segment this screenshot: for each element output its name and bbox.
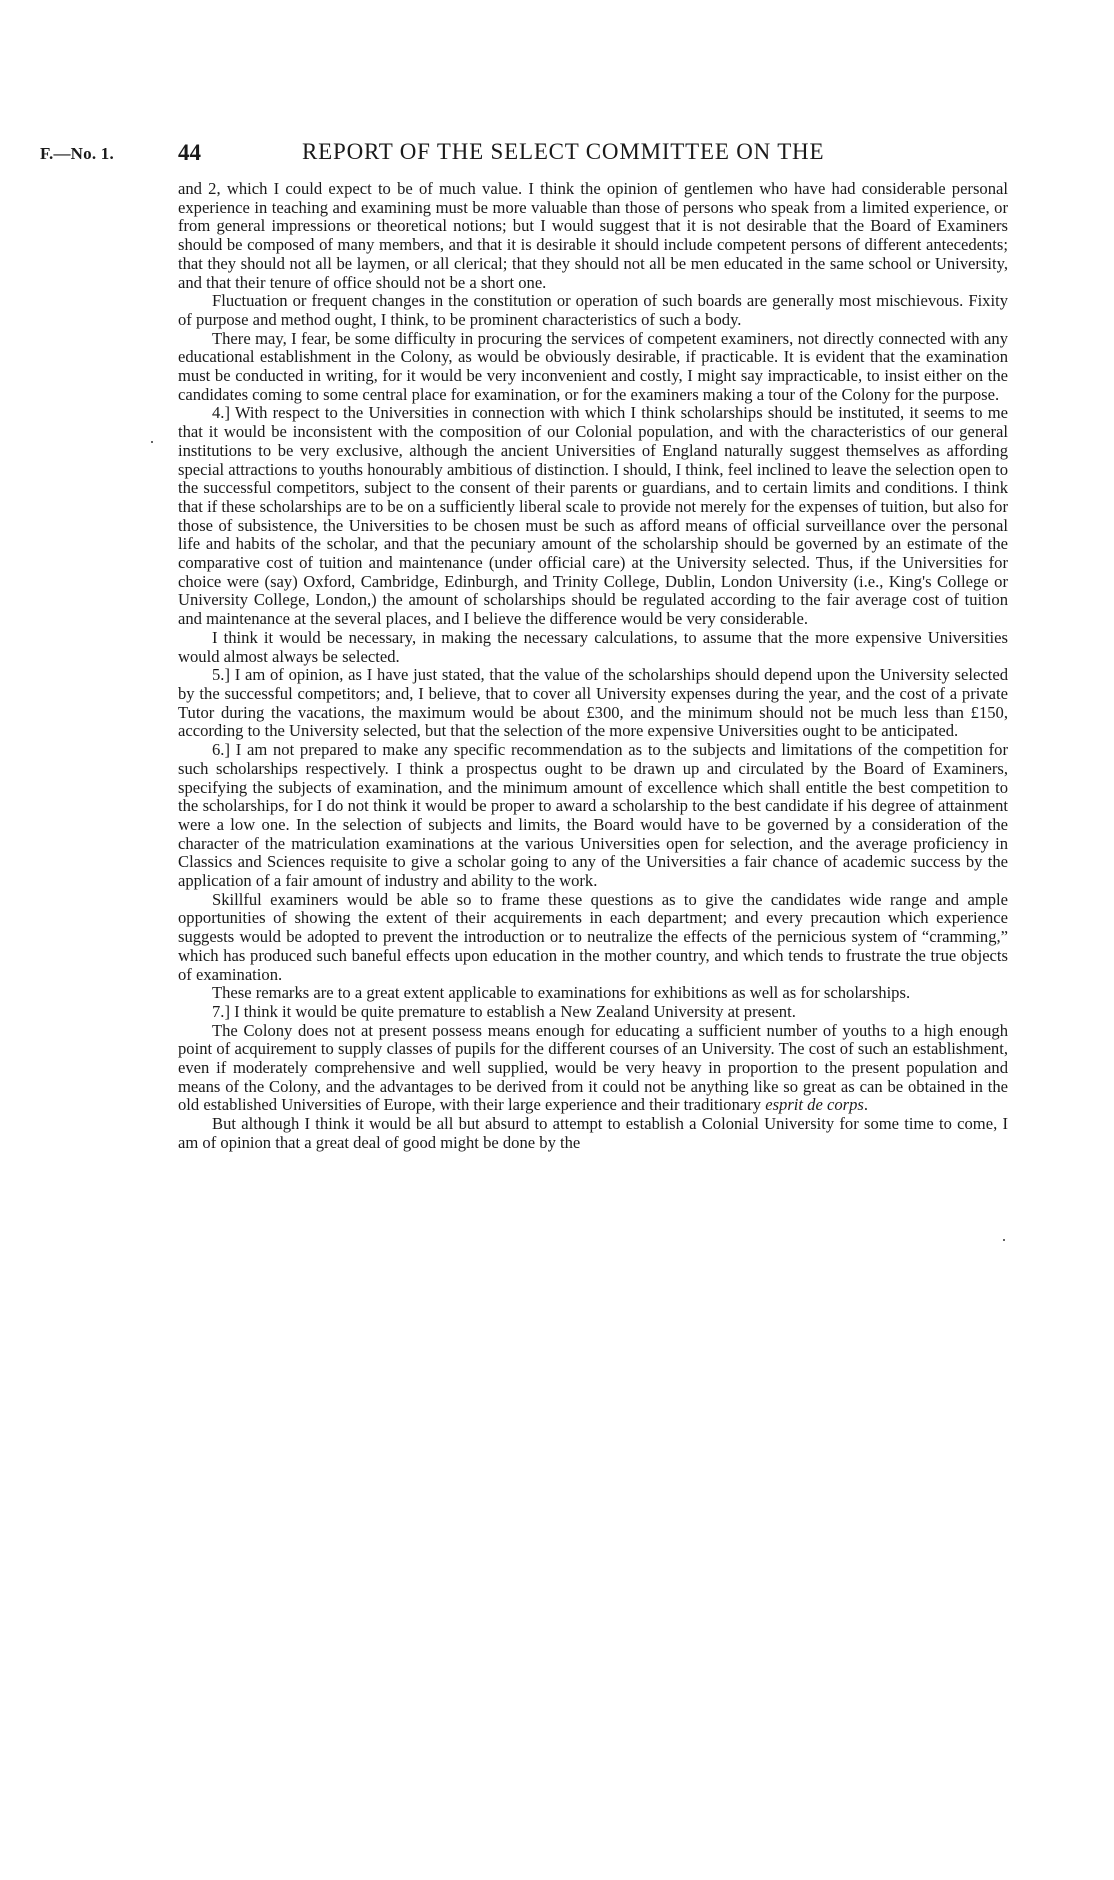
page-header: [40, 139, 1050, 174]
report-body: [178, 180, 1008, 1153]
paragraph-2: Fluctuation or frequent changes in the constitution or operation of such boards are generally most mischievous. Fixity of purpose and method ought, I think, to be prominent characteristics of such a body.: [178, 291, 1008, 329]
paragraph-10: 7.] I think it would be quite premature to establish a New Zealand University at present.: [212, 1001, 796, 1021]
paragraph-3: There may, I fear, be some difficulty in procuring the services of competent examiners, not directly connected with any educational establishment in the Colony, as would be obviously desirable, if practicable. It is evident that the examination must be conducted in writing, for it would be very inconvenient and costly, I might say impracticable, to insist either on the candidates coming to some central place for examination, or for the examiners making a tour of the Colony for the purpose.: [178, 328, 1008, 404]
paragraph-7: 6.] I am not prepared to make any specific recommendation as to the subjects and limitations of the competition for such scholarships respectively. I think a prospectus ought to be drawn up and circulated by the Board of Examiners, specifying the subjects of examination, and the minimum amount of excellence which shall entitle the best competition to the scholarships, for I do not think it would be proper to award a scholarship to the best candidate if his degree of attainment were a low one. In the selection of subjects and limits, the Board would have to be governed by a consideration of the character of the matriculation examinations at the various Universities open for selection, and the average proficiency in Classics and Sciences requisite to give a scholar going to any of the Universities a fair chance of academic success by the application of a fair amount of industry and ability to the work.: [178, 740, 1008, 891]
paragraph-11: [178, 1022, 1008, 1116]
paragraph-1: and 2, which I could expect to be of much value. I think the opinion of gentlemen who have had considerable personal experience in teaching and examining must be more valuable than those of persons who speak from a limited experience, or from general impressions or theoretical notions; but I would suggest that it is not desirable that the Board of Examiners should be composed of many members, and that it is desirable it should include competent persons of different antecedents; that they should not all be laymen, or all clerical; that they should not all be men educated in the same school or University, and that their tenure of office should not be a short one.: [178, 179, 1008, 292]
document-reference: F.—No. 1.: [40, 144, 114, 163]
running-title: REPORT OF THE SELECT COMMITTEE ON THE: [302, 139, 825, 164]
paragraph-9: These remarks are to a great extent applicable to examinations for exhibitions as well as for scholarships.: [212, 983, 911, 1003]
paragraph-6: 5.] I am of opinion, as I have just stated, that the value of the scholarships should depend upon the University selected by the successful competitors; and, I believe, that to cover all University expenses during the year, and the cost of a private Tutor during the vacations, the maximum would be about £300, and the minimum should not be much less than £150, according to the University selected, but that the selection of the more expensive Universities ought to be anticipated.: [178, 665, 1008, 741]
paragraph-8: Skillful examiners would be able so to frame these questions as to give the candidates wide range and ample opportunities of showing the extent of their acquirements in each department; and every precaution which experience suggests would be adopted to prevent the introduction or to neutralize the effects of the pernicious system of “cramming,” which has produced such baneful effects upon education in the mother country, and which tends to frustrate the true objects of examination.: [178, 889, 1008, 984]
paragraph-4: 4.] With respect to the Universities in connection with which I think scholarships should be instituted, it seems to me that it would be inconsistent with the composition of our Colonial population, and with the characteristics of our general institutions to be very exclusive, although the ancient Universities of England naturally suggest themselves as affording special attractions to youths honourably ambitious of distinction. I should, I think, feel inclined to leave the selection open to the successful competitors, subject to the consent of their parents or guardians, and to certain limits and conditions. I think that if these scholarships are to be on a sufficiently liberal scale to provide not merely for the expenses of tuition, but also for those of subsistence, the Universities to be chosen must be such as afford means of official surveillance over the personal life and habits of the scholar, and that the pecuniary amount of the scholarship should be governed by an estimate of the comparative cost of tuition and maintenance (under official care) at the University selected. Thus, if the Universities for choice were (say) Oxford, Cambridge, Edinburgh, and Trinity College, Dublin, London University (i.e., King's College or University College, London,) the amount of scholarships should be regulated according to the fair average cost of tuition and maintenance at the several places, and I believe the difference would be very considerable.: [178, 403, 1008, 629]
italic-phrase: esprit de corps: [765, 1095, 864, 1115]
page-number: 44: [178, 140, 201, 165]
paragraph-11-text: The Colony does not at present possess means enough for educating a sufficient number of youths to a high enough point of acquirement to supply classes of pupils for the different courses of an University. The cost of such an establishment, even if moderately comprehensive and well supplied, would be very heavy in proportion to the present population and means of the Colony, and the advantages to be derived from it could not be anything like so great as can be obtained in the old established Universities of Europe, with their large experience and their traditionary: [178, 1020, 1008, 1115]
paragraph-11-end: .: [863, 1095, 869, 1115]
print-speck: [1003, 1239, 1005, 1241]
print-speck: [151, 441, 153, 443]
paragraph-12: But although I think it would be all but absurd to attempt to establish a Colonial University for some time to come, I am of opinion that a great deal of good might be done by the: [178, 1114, 1008, 1152]
paragraph-5: I think it would be necessary, in making the necessary calculations, to assume that the more expensive Universities would almost always be selected.: [178, 627, 1008, 666]
